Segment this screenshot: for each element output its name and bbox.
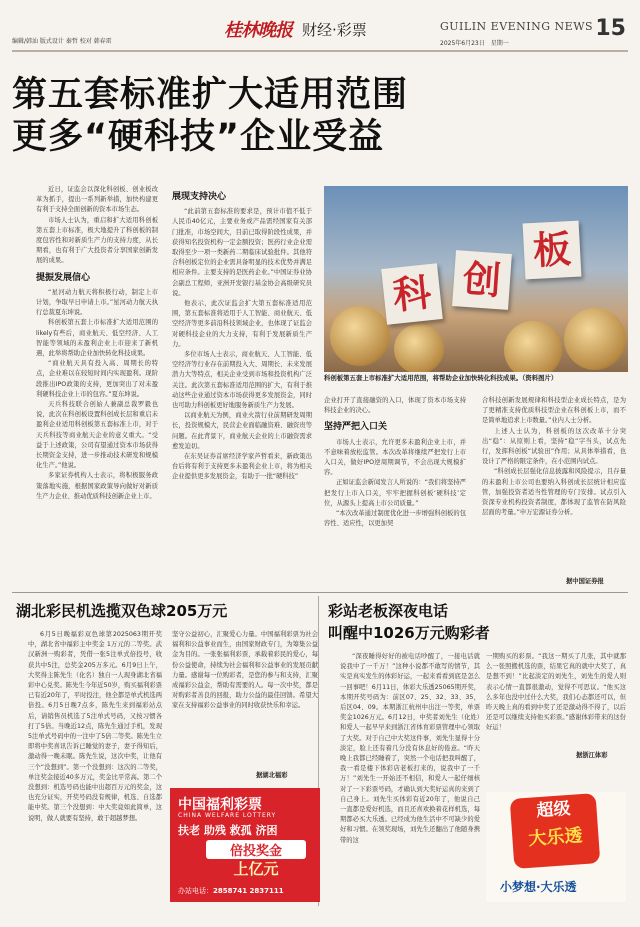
lead-intro: 近日，证监会以深化科创板、创业板改革为抓手，提出一系列新举措，加快构建更有利于支持全面创新的资本市场生态。 [36,186,158,214]
paper-english-name: GUILIN EVENING NEWS [440,20,594,33]
lead-paragraph: 他表示，此次证监会扩大第五套标准适用范围，第五套标准将适用于人工智能、商业航天、低空经济等更多前沿科技领域企业，也体现了证监会对硬科技企业的大力支持，有利于发展新质生产力。 [172,300,312,348]
masthead [12,12,628,52]
lead-paragraph: 合科技创新发展规律和科技型企业成长特点，是为了更精准支持优质科技型企业在科创板上市，而不是简单地追求上市数量。”业内人士分析。 [482,397,626,425]
coin-stack-decoration [394,324,444,372]
lead-paragraph: “本次改革通过制度优化进一步增强科创板的包容性、适应性，以更加契 [324,510,466,528]
super-lotto-logo [510,793,601,869]
super-lotto-logo-line-2: 大乐透 [527,825,584,850]
subhead-show-support: 展现支持决心 [172,192,227,202]
issue-date: 2025年6月23日 星期一 [440,40,509,47]
newspaper-logo: 桂林晚报 [224,20,292,41]
hubei-column-2 [172,630,318,780]
coin-stack-decoration [564,308,626,370]
hubei-body: 坚守公益初心，汇聚爱心力量。中国福利彩票为社会福利和公益事业而生，由国家财政专门，为筹集公益金为目的。一张张福利彩票，承载着彩民的爱心，每份公益使命，持续为社会福利和公益事业的发展贡献力量。感谢每一位购彩者，是您的参与和支持，汇聚成福彩公益金，帮助有需要的人。每一次中奖，都是对购彩者善良的回报，助力公益的最佳回馈。希望大家在支持福彩公益事业的同时收获快乐和幸运。 [172,631,318,710]
lead-column-1 [36,185,158,502]
lead-paragraph: 市场人士认为，重启和扩大适用科创板第五套上市标准，极大地提升了科创板的制度包容性和对新质生产力的支持力度，从长期看，也有利于广大投资者分享国家创新发展的成果。 [36,216,158,265]
owner-column-2 [486,652,626,744]
photo-block-ban: 板 [523,221,582,280]
hubei-credit: 据湖北福彩 [256,772,288,779]
page-number: 15 [595,16,626,41]
coin-stack-decoration [504,321,562,372]
lead-paragraph: “科创成长层强化信息披露和风险提示，且存量的未盈利上市公司也要纳入科创成长层统计相应监管，加强投资者适当性管理的专门安排。试点引入资深专业机构投资者制度，都体现了监管在防风险层面的考量。”申万宏源证券分析。 [482,468,626,517]
owner-story-title [328,600,490,644]
lead-paragraph: “星河动力航天将积极行动，制定上市计划，争取早日申请上市。”星河动力航天执行总裁夏东坤说。 [36,288,158,317]
owner-title-line-2: 叫醒中1026万元购彩者 [328,624,490,642]
photo-caption: 科创板第五套上市标准扩大适用范围，将帮助企业加快转化科技成果。（资料图片） [324,374,558,382]
promo-line-2: 上亿元 [233,860,279,878]
owner-credit: 据浙江体彩 [576,752,608,759]
coin-stack-decoration [330,306,390,366]
lead-photo [324,186,628,372]
section-divider [12,592,628,593]
owner-body: “深夜睡得好好的被电话吵醒了，一接电话就说我中了一千万！”这种小说都不敢写的情节，其实是真实发生的体彩好运，一起来看看到底是怎么一回事吧！6月11日，体彩大乐透25065期开奖，本期开奖号码为：前区07、25、32、33、35，后区04、09。本期浙江杭州中出注一等奖，单票奖金1026万元。6月12日，中奖者刘先生（化姓）和爱人一起早早来到浙江省体育彩票管理中心领取了大奖。对于自己中大奖这件事，刘先生显得十分淡定，脸上还有着几分没有休息好的倦意。“昨天晚上我都已经睡着了，突然一个电话把我叫醒了，我一看是楼下体彩店老板打来的，说我中了一千万！”刘先生一开始还不相信，和爱人一起仔细核对了一下彩票号码，才确认到大奖好运真的来到了自己身上。刘先生买体彩有近20年了，他说自己一直都是爱好机选，而且还喜欢换着花样机选，每期都必买大乐透。已经成为他生活中不可缺少的爱好和习惯。在领奖现场，刘先生还翻出了他随身携带的这 [340,653,480,844]
welfare-lottery-brand: 中国福利彩票 [178,797,262,813]
lead-paragraph: 市场人士表示，允许更多未盈利企业上市，并不意味着放松监管。本次改革将继续严把发行上市入口关，做好IPO逆周期调节，不会出现大规模扩容。 [324,438,466,477]
lead-paragraph: 正如证监会新闻发言人所说的：“我们将坚持严把发行上市入口关，牢牢把握科创板‘硬科技’定位，从源头上提高上市公司质量。” [324,479,466,507]
lead-credit: 据中国证券报 [566,578,604,585]
super-lotto-ad [486,792,626,902]
lead-paragraph: 多家证券机构人士表示，将积极服务政策落地实施，根据国家政策导向做好对新质生产力企业、推动优质科技创新企业上市。 [36,472,158,500]
headline-line-1: 第五套标准扩大适用范围 [12,75,409,115]
super-lotto-slogan: 小梦想·大乐透 [500,880,577,894]
section-name: 财经·彩票 [302,21,367,39]
hubei-body: 6月5日晚福彩双色球第2025063期开奖中，湖北省中福彩主中奖金 1万元的二等奖。武汉新洲一购彩者，凭借一张5注单式倍投号，收获共中5注，总奖金205万多元。6月9日上午，大奖得主陈先生（化名）独自一人现身湖北省福彩中心兑奖。陈先生今年近50岁，购买福利彩票已有近20年了，平时投注，他全都是单式机选两倍投。6月5日晚7点多，陈先生来到福彩站点后，请销售员机选了5注单式号码，又按习惯各打了5倍。当晚近12点，陈先生通过手机，发现5注单式号码中的一注中了5倍二等奖。陈先生立即将中奖喜讯告诉已睡觉的妻子，妻子得知后，激动得一晚未眠。陈先生说，这次中奖，让他有三个“没想到”。第一个没想到：这次的二等奖，单注奖金接近40多万元，奖金比平常高。第二个没想到：机选号码也能中出超百万元的奖金，这也充分证实，开奖号码没有规律，机选、自选都能中奖。第三个没想到：中大奖竟如此简单，这说明，做人就要有坚持，敢于超越梦想。 [28,631,162,822]
lead-paragraph: “商业航天具有投入高、周期长的特点，企业难以在较短时间内实现盈利。现阶段推出IPO政策的支持，更加突出了对未盈利硬科技企业上市的包容。”夏东坤说。 [36,360,158,398]
lead-paragraph: 以商业航天为例，商业火箭行业前期研发周期长，投资规模大，民营企业面临融资难、融资贵等问题。在此背景下，商业航天企业的上市融资需求愈发迫切。 [172,412,312,450]
lead-column-3 [324,396,466,529]
hotline-text [178,886,284,896]
owner-title-line-1: 彩站老板深夜电话 [328,602,449,620]
editor-credits: 编辑/韩汕 版式设计 秦哲 校对 韩春雷 [12,38,112,45]
lead-paragraph: 天兵科技联合创始人兼副总裁罗毅也说，此次在科创板设置科创成长层和重启未盈利企业适用科创板第五套标准上市，对于天兵科技等商业航天企业的意义重大。“受益于上述政策，公司有望通过资本市场获得长期资金支持，进一步推动技术研发和规模化生产。”他说。 [36,401,158,470]
owner-column-1 [340,652,480,906]
lead-paragraph: 在东吴证券首席经济学家芦哲看来，新政策出台后将有利于支持更多未盈利企业上市，将为相关企业提供更多发展资金，有助于一批“硬科技” [172,453,312,481]
photo-block-ke: 科 [381,263,443,325]
lead-headline [12,74,408,158]
lead-paragraph: 上述人士认为，科创板的这次改革十分突出“稳”：从原则上看，坚持“稳”字当头，试点先行，发挥科创板“试验田”作用；从具体举措看，也设计了严格的限定条件，在小范围内试点。 [482,427,626,466]
subhead-strict-entry: 坚持严把入口关 [324,422,388,433]
hubei-story-title: 湖北彩民机选揽双色球205万元 [16,602,228,620]
lead-paragraph: “此前第五套标准的要求是，预计市值不低于人民币40亿元，主要业务或产品需经国家有关部门批准，市场空间大，目前已取得阶段性成果，并获得知名投资机构一定金额投资；医药行业企业需取得至少一项一类新药二期临床试验批件。其他符合科创板定位的企业需具备明显的技术优势并满足相应条件。主要支持的是医药企业。”中国证券业协会副总工程师，亚洲开发银行基金协会高级研究员说。 [172,208,312,297]
welfare-lottery-brand-en: CHINA WELFARE LOTTERY [178,812,277,819]
lead-column-4 [482,396,626,518]
lead-paragraph: 多位市场人士表示，商业航天、人工智能、低空经济等行业存在前期投入大、周期长、未来发展潜力大等特点，相关企业受到市场和投资机构广泛关注。此次第五套标准适用范围的扩大，有利于推动这些企业通过资本市场获得更多发展资金，同时也可助力科创板更好地服务新质生产力发展。 [172,351,312,410]
promo-line-1: 倍投奖金 [206,840,306,859]
super-lotto-logo-line-1: 超级 [535,798,572,822]
photo-block-chuang: 创 [452,250,512,310]
owner-body: 一期购买的彩票。“我这一期买了几张，其中就那么一张照搬机选的票，结果它真的就中大奖了，真是想不到！”比起淡定的刘先生，刘先生的爱人则表示心情一直都很激动，觉得不可思议。“他买这么多年也没中过什么大奖，我们心态都还可以，但昨天晚上真的看到中奖了还是激动得不得了，以后还是可以继续支持他买彩票。”感谢体彩带来的这份好运！ [486,653,626,732]
welfare-lottery-slogan: 扶老 助残 救孤 济困 [178,824,278,837]
hotline-number: 2858741 2837111 [213,887,284,895]
welfare-lottery-ad [170,788,320,902]
hubei-column-1 [28,630,162,906]
hotline-label: 办站电话： [178,887,213,895]
lead-column-2 [172,192,312,483]
headline-line-2: 更多“硬科技”企业受益 [12,117,385,157]
lead-paragraph: 企业打开了直接融资的入口，体现了资本市场支持科技企业的决心。 [324,397,466,415]
subhead-boost-confidence: 提振发展信心 [36,272,91,283]
lead-paragraph: 科创板第五套上市标准扩大适用范围的likely有些后，商业航天、低空经济、人工智能等领域的未盈利企业上市迎来了新机遇，此举将帮助企业加快转化科技成果。 [36,319,158,358]
